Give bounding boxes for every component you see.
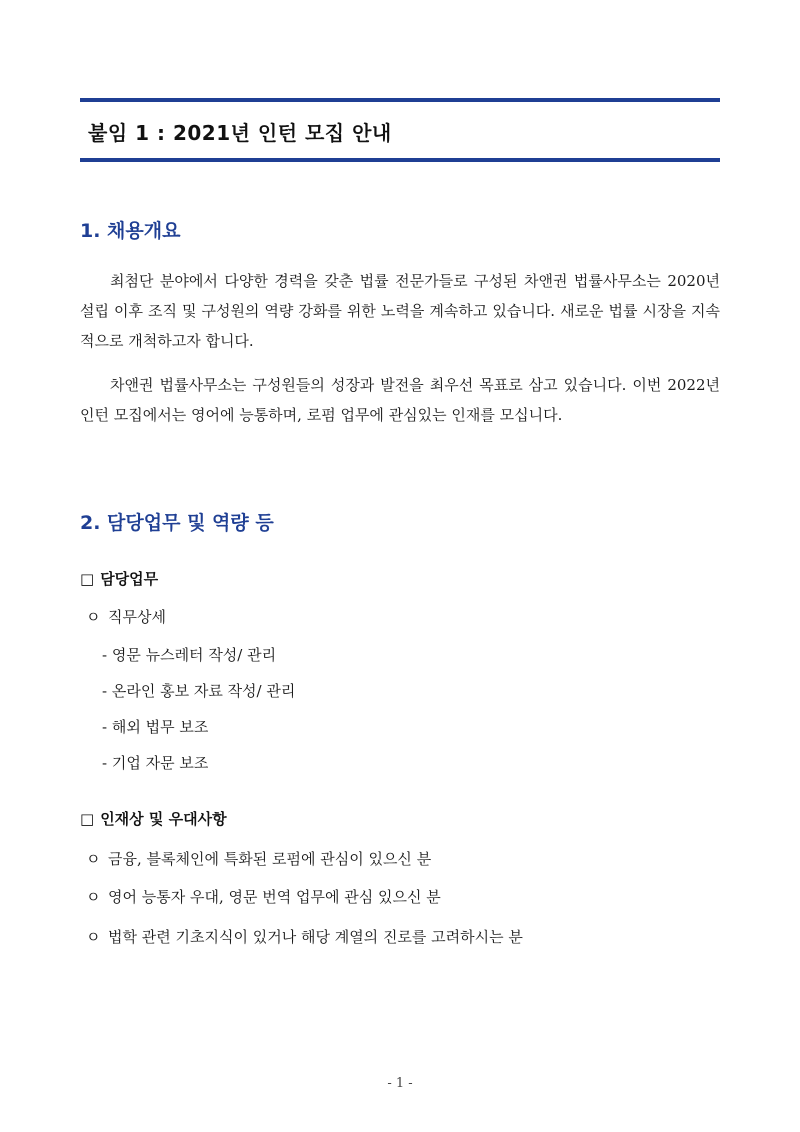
list-item-text: 금융, 블록체인에 특화된 로펌에 관심이 있으신 분 xyxy=(108,850,432,868)
overview-paragraph-1-text: 최첨단 분야에서 다양한 경력을 갖춘 법률 전문가들로 구성된 차앤권 법률사무소는 2020년 설립 이후 조직 및 구성원의 역량 강화를 위한 노력을 계속하고 있습니다. 새로운 법률 시장을 지속적으로 개척하고자 합니다. xyxy=(80,272,720,350)
checkbox-square-icon: □ xyxy=(80,810,95,828)
page-number: - 1 - xyxy=(387,1076,413,1091)
list-item: - 해외 법무 보조 xyxy=(102,718,209,736)
overview-paragraph-2 xyxy=(80,370,720,430)
circle-bullet-icon: ㅇ xyxy=(86,928,101,946)
circle-bullet-icon: ㅇ xyxy=(86,608,101,626)
list-item xyxy=(86,926,523,947)
overview-paragraph-1 xyxy=(80,266,720,356)
subheading-duties-label: 담당업무 xyxy=(100,570,159,588)
subheading-duties xyxy=(80,568,158,589)
subheading-talent xyxy=(80,808,227,829)
section-heading-overview: 1. 채용개요 xyxy=(80,220,181,242)
document-title: 붙임 1 : 2021년 인턴 모집 안내 xyxy=(88,121,392,145)
circle-bullet-icon: ㅇ xyxy=(86,850,101,868)
bullet-job-detail xyxy=(86,606,166,627)
section-heading-duties: 2. 담당업무 및 역량 등 xyxy=(80,512,274,534)
list-item xyxy=(86,848,431,869)
circle-bullet-icon: ㅇ xyxy=(86,888,101,906)
list-item-text: 영어 능통자 우대, 영문 번역 업무에 관심 있으신 분 xyxy=(108,888,441,906)
list-item: - 영문 뉴스레터 작성/ 관리 xyxy=(102,646,277,664)
bullet-job-detail-text: 직무상세 xyxy=(108,608,166,626)
checkbox-square-icon: □ xyxy=(80,570,95,588)
list-item-text: 법학 관련 기초지식이 있거나 해당 계열의 진로를 고려하시는 분 xyxy=(108,928,523,946)
overview-paragraph-2-text: 차앤권 법률사무소는 구성원들의 성장과 발전을 최우선 목표로 삼고 있습니다. 이번 2022년 인턴 모집에서는 영어에 능통하며, 로펌 업무에 관심있는 인재를 모십니다. xyxy=(80,376,720,424)
list-item xyxy=(86,886,441,907)
list-item: - 온라인 홍보 자료 작성/ 관리 xyxy=(102,682,296,700)
subheading-talent-label: 인재상 및 우대사항 xyxy=(100,810,227,828)
list-item: - 기업 자문 보조 xyxy=(102,754,209,772)
title-box xyxy=(80,98,720,162)
